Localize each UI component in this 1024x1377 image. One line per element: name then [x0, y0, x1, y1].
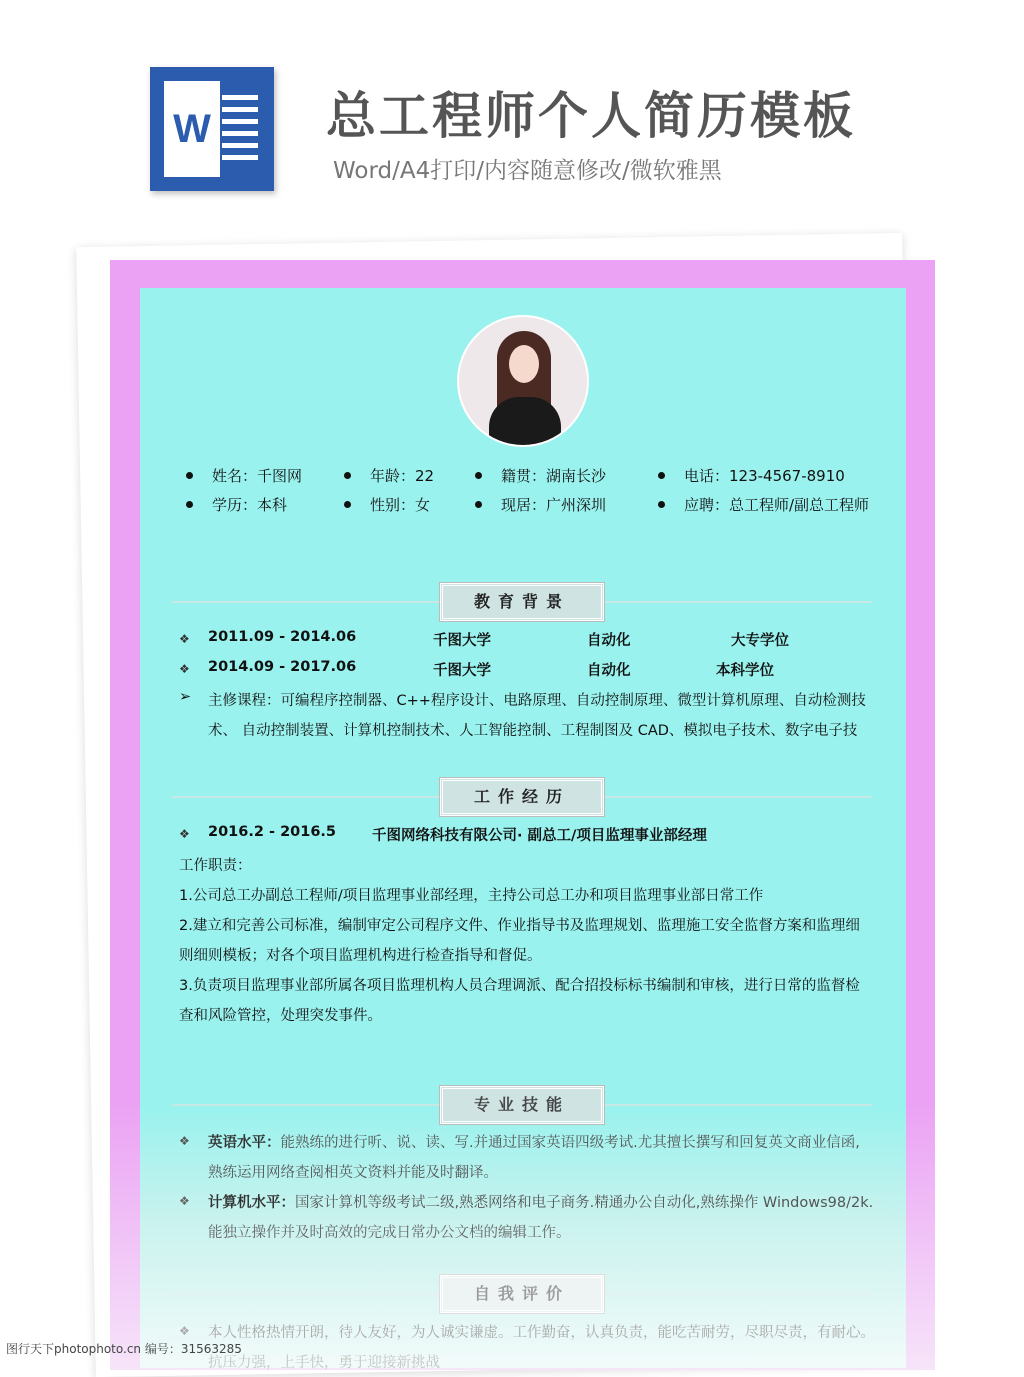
section-self: 自我评价: [172, 1275, 872, 1313]
skill-english: 英语水平：能熟练的进行听、说、读、写.并通过国家英语四级考试.尤其擅长撰写和回复英文商业信函,: [208, 1135, 860, 1151]
duty-label: 工作职责：: [179, 858, 252, 874]
page-title: 总工程师个人简历模板: [326, 87, 856, 145]
section-skills: 专业技能: [172, 1086, 872, 1124]
duty-line: 2.建立和完善公司标准，编制审定公司程序文件、作业指导书及监理规划、监理施工安全监督方案和监理细: [179, 918, 860, 934]
watermark: 图行天下photophoto.cn 编号：31563285: [6, 1342, 242, 1356]
info-name: 姓名：千图网: [212, 465, 302, 486]
section-work: 工作经历: [172, 778, 872, 816]
avatar: [457, 315, 589, 447]
duty-line: 3.负责项目监理事业部所属各项目监理机构人员合理调派、配合招投标标书编制和审核，进行日常的监督检: [179, 978, 860, 994]
work-period: 2016.2 - 2016.5: [208, 824, 337, 840]
edu-degree: 大专学位: [731, 633, 789, 649]
info-age: 年龄：22: [370, 465, 434, 486]
logo-letter: W: [164, 81, 220, 177]
info-residence: 现居：广州深圳: [501, 494, 606, 515]
courses-line: 术、 自动控制装置、计算机控制技术、人工智能控制、工程制图及 CAD、模拟电子技术、数字电子技: [208, 723, 858, 739]
arrow-bullet-icon: ➢: [179, 689, 192, 705]
courses-line: 主修课程：可编程序控制器、C++程序设计、电路原理、自动控制原理、微型计算机原理、自动检测技: [208, 693, 866, 709]
diamond-bullet-icon: ❖: [179, 1194, 190, 1208]
info-origin: 籍贯：湖南长沙: [501, 465, 606, 486]
diamond-bullet-icon: ❖: [179, 632, 190, 646]
self-eval-line: 抗压力强，上手快，勇于迎接新挑战: [208, 1355, 440, 1371]
skill-computer-cont: 能独立操作并及时高效的完成日常办公文档的编辑工作。: [208, 1225, 571, 1241]
diamond-bullet-icon: ❖: [179, 1324, 190, 1338]
info-gender: 性别：女: [370, 494, 430, 515]
info-position: 应聘：总工程师/副总工程师: [684, 494, 869, 515]
edu-major: 自动化: [587, 633, 631, 649]
diamond-bullet-icon: ❖: [179, 662, 190, 676]
section-education: 教育背景: [172, 583, 872, 621]
edu-period: 2014.09 - 2017.06: [208, 659, 357, 675]
skill-computer: 计算机水平：国家计算机等级考试二级,熟悉网络和电子商务.精通办公自动化,熟练操作 Windows98/2k.: [208, 1195, 874, 1211]
edu-period: 2011.09 - 2014.06: [208, 629, 357, 645]
duty-line: 1.公司总工办副总工程师/项目监理事业部经理，主持公司总工办和项目监理事业部日常工作: [179, 888, 764, 904]
edu-school: 千图大学: [433, 633, 491, 649]
duty-line: 查和风险管控，处理突发事件。: [179, 1008, 382, 1024]
diamond-bullet-icon: ❖: [179, 1134, 190, 1148]
diamond-bullet-icon: ❖: [179, 827, 190, 841]
skill-english-cont: 熟练运用网络查阅相英文资料并能及时翻译。: [208, 1165, 498, 1181]
page-subtitle: Word/A4打印/内容随意修改/微软雅黑: [333, 158, 722, 184]
word-logo-icon: [150, 67, 274, 191]
work-company: 千图网络科技有限公司· 副总工/项目监理事业部经理: [372, 828, 707, 844]
edu-school: 千图大学: [433, 663, 491, 679]
edu-degree: 本科学位: [716, 663, 774, 679]
duty-line: 则细则模板；对各个项目监理机构进行检查指导和督促。: [179, 948, 542, 964]
self-eval-line: 本人性格热情开朗，待人友好，为人诚实谦虚。工作勤奋，认真负责，能吃苦耐劳，尽职尽责，有耐心。: [208, 1325, 875, 1341]
edu-major: 自动化: [587, 663, 631, 679]
info-education: 学历：本科: [212, 494, 287, 515]
info-phone: 电话：123-4567-8910: [684, 465, 845, 486]
